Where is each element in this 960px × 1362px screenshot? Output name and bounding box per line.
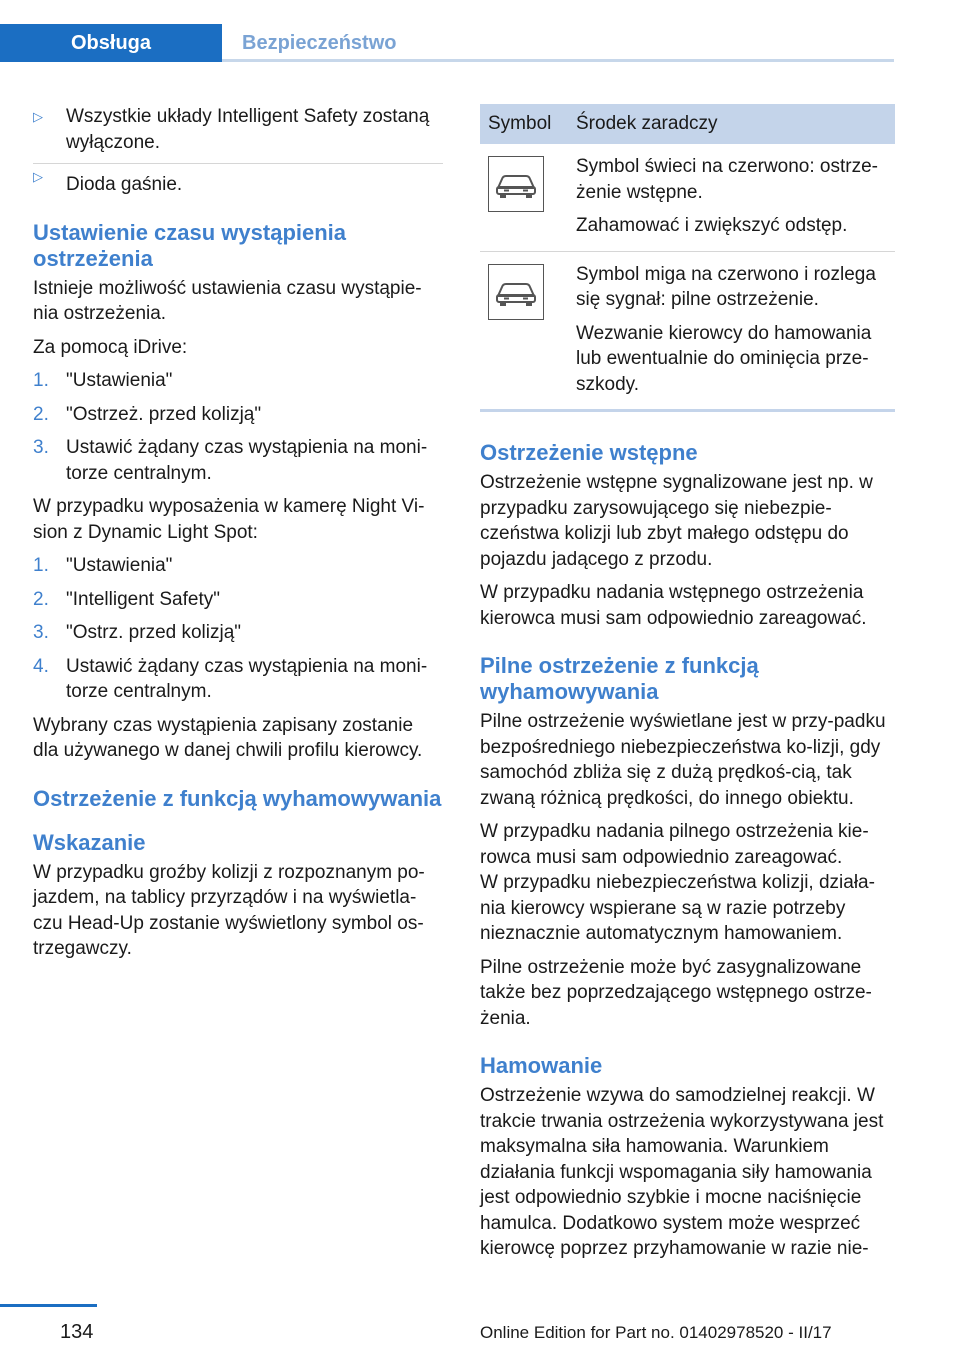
paragraph: Pilne ostrzeżenie wyświetlane jest w przy‐padku bezpośredniego niebezpieczeństwa ko‐lizji, gdy samochód zbliża się z dużą prędkoś‐cią, tak zwaną różnicą prędkości, do innego obiektu. <box>480 711 886 809</box>
list-item: 1. "Ustawienia" <box>33 370 173 391</box>
heading-hamowanie: Hamowanie <box>480 1053 603 1078</box>
footer-divider <box>0 1304 97 1307</box>
list-item: ▷ Dioda gaśnie. <box>33 163 443 198</box>
paragraph: Za pomocą iDrive: <box>33 336 188 358</box>
paragraph: Istnieje możliwość ustawienia czasu wystąpie‐nia ostrzeżenia. <box>33 277 422 324</box>
paragraph: W przypadku niebezpieczeństwa kolizji, działa‐nia kierowcy wspierane są w razie potrzeby nieznacznie automatycznym hamowaniem. <box>480 872 875 944</box>
triangle-bullet-icon: ▷ <box>33 169 43 184</box>
heading-czas: Ustawienie czasu wystąpienia ostrzeżenia <box>33 219 347 271</box>
paragraph: W przypadku nadania wstępnego ostrzeżenia kierowca musi sam odpowiednio zareagować. <box>480 582 867 629</box>
table-cell-text: Symbol świeci na czerwono: ostrze‐żenie wstępne. <box>576 156 878 203</box>
page-number: 134 <box>60 1321 94 1343</box>
list-item: 3. Ustawić żądany czas wystąpienia na moni‐torze centralnym. <box>33 437 428 484</box>
paragraph: Ostrzeżenie wstępne sygnalizowane jest np. w przypadku zarysowującego się niebezpie‐czeństwa kolizji lub zbyt małego odstępu do pojazdu jadącego z przodu. <box>480 472 873 570</box>
paragraph: W przypadku nadania pilnego ostrzeżenia kie‐rowca musi sam odpowiednio zareagować. <box>480 821 869 868</box>
heading-ostrzezenie: Ostrzeżenie z funkcją wyhamowywania <box>33 785 442 811</box>
car-warning-icon <box>488 156 544 212</box>
list-item: 1. "Ustawienia" <box>33 555 173 576</box>
table-row <box>480 251 895 411</box>
paragraph: W przypadku wyposażenia w kamerę Night Vi‐sion z Dynamic Light Spot: <box>33 496 425 543</box>
list-item: 4. Ustawić żądany czas wystąpienia na moni‐torze centralnym. <box>33 655 428 702</box>
tab-obsluga[interactable]: Obsługa <box>0 24 222 62</box>
heading-wstepne: Ostrzeżenie wstępne <box>480 440 698 465</box>
tab-bezpieczenstwo[interactable]: Bezpieczeństwo <box>222 24 894 62</box>
right-column <box>480 104 895 1270</box>
paragraph: Pilne ostrzeżenie może być zasygnalizowane także bez poprzedzającego wstępnego ostrze‐żenia. <box>480 956 872 1029</box>
paragraph: Ostrzeżenie wzywa do samodzielnej reakcji. W trakcie trwania ostrzeżenia wykorzystywana jest maksymalna siła hamowania. Warunkiem działania funkcji wspomagania siły hamowania jest odpowiednio szybkie i mocne naciśnięcie hamulca. Dodatkowo system może wesprzeć kierowcę poprzez przyhamowanie w razie nie‐ <box>480 1085 884 1259</box>
numbered-list <box>33 368 443 486</box>
list-item: 2. "Ostrzeż. przed kolizją" <box>33 403 262 425</box>
numbered-list <box>33 553 443 705</box>
list-item: 2. "Intelligent Safety" <box>33 588 220 610</box>
triangle-bullet-icon: ▷ <box>33 109 43 124</box>
table-cell-text: Wezwanie kierowcy do hamowania lub ewentualnie do ominięcia prze‐szkody. <box>576 322 872 395</box>
heading-wskazanie: Wskazanie <box>33 829 146 855</box>
bullet-list <box>33 104 443 198</box>
table-row <box>480 144 895 251</box>
symbol-table <box>480 104 895 412</box>
heading-pilne: Pilne ostrzeżenie z funkcją wyhamowywania <box>480 653 759 704</box>
paragraph: Wybrany czas wystąpienia zapisany zostanie dla używanego w danej chwili profilu kierowcy. <box>33 714 423 761</box>
car-warning-icon <box>488 264 544 320</box>
table-cell-text: Zahamować i zwiększyć odstęp. <box>576 215 848 236</box>
paragraph: W przypadku groźby kolizji z rozpoznanym po‐jazdem, na tablicy przyrządów i na wyświetla‐czu Head-Up zostanie wyświetlony symbol os‐trzegawczy. <box>33 861 425 959</box>
left-column <box>33 104 443 970</box>
list-item: 3. "Ostrz. przed kolizją" <box>33 622 242 643</box>
table-cell-text: Symbol miga na czerwono i rozlega się sygnał: pilne ostrzeżenie. <box>576 263 876 310</box>
edition-label: Online Edition for Part no. 01402978520 - II/17 <box>480 1323 832 1342</box>
table-header-symbol: Symbol <box>480 104 568 144</box>
table-header-srodek: Środek zaradczy <box>568 104 895 144</box>
list-item: ▷ Wszystkie układy Intelligent Safety zostaną wyłączone. <box>33 106 430 153</box>
